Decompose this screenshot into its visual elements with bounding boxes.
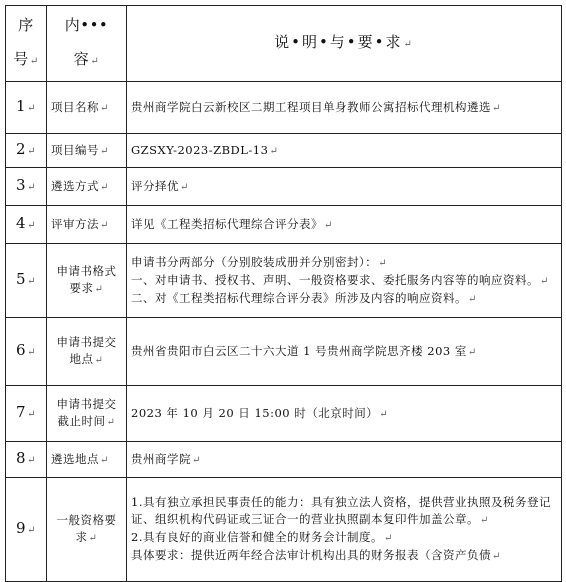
row-label-cell: [47, 168, 127, 206]
paragraph-mark: ↵: [192, 454, 201, 466]
row-desc-cell: [127, 244, 562, 318]
paragraph-mark: ↵: [27, 455, 36, 466]
row-number-cell: [6, 318, 47, 386]
table-row: [6, 168, 562, 206]
table-row: [6, 206, 562, 244]
row-label: 申请书提交截止时间: [56, 397, 117, 428]
row-desc-cell: [127, 206, 562, 244]
row-number-cell: [6, 244, 47, 318]
row-label: 项目编号: [51, 142, 99, 157]
header-item-line1: 内•••: [64, 16, 109, 34]
paragraph-mark: ↵: [27, 525, 36, 536]
row-desc-cell: [127, 134, 562, 168]
paragraph-mark: ↵: [492, 551, 501, 562]
row-label: 评审方法: [51, 216, 99, 231]
table-row: [6, 134, 562, 168]
row-number: 2: [16, 140, 27, 158]
table-row: [6, 386, 562, 442]
row-number: 7: [16, 403, 27, 421]
row-desc-line: 2023 年 10 月 20 日 15:00 时（北京时间）↵: [131, 405, 389, 420]
row-desc-line: 评分择优↵: [131, 178, 189, 193]
row-desc-line: 一、对申请书、授权书、声明、一般资格要求、委托服务内容等的响应资料。↵: [131, 272, 549, 287]
row-label: 申请书提交地点: [56, 335, 117, 366]
row-label-cell: [47, 386, 127, 442]
paragraph-mark: ↵: [27, 182, 36, 193]
row-label: 申请书格式要求: [56, 264, 117, 295]
row-label-cell: [47, 244, 127, 318]
paragraph-mark: ↵: [27, 220, 36, 231]
table-row: [6, 318, 562, 386]
header-desc-cell: [127, 6, 562, 82]
table-row: [6, 244, 562, 318]
header-seq-line1: 序: [18, 16, 34, 34]
row-number: 5: [16, 270, 27, 288]
row-number: 9: [16, 519, 27, 537]
row-desc-line: 2.具有良好的商业信誉和健全的财务会计制度。↵: [131, 530, 393, 544]
paragraph-mark: ↵: [100, 219, 109, 231]
row-number: 3: [16, 176, 27, 194]
row-desc-line: 贵州商学院↵: [131, 451, 201, 466]
paragraph-mark: ↵: [467, 346, 477, 358]
paragraph-mark: ↵: [269, 145, 279, 157]
row-desc-cell: [127, 168, 562, 206]
row-label-cell: [47, 318, 127, 386]
row-number: 4: [16, 214, 27, 232]
paragraph-mark: ↵: [100, 181, 109, 193]
paragraph-mark: ↵: [27, 409, 36, 420]
header-item-line2: 容: [73, 50, 90, 68]
table-row: [6, 442, 562, 478]
row-desc-line: 贵州商学院白云新校区二期工程项目单身教师公寓招标代理机构遴选↵: [131, 99, 501, 114]
row-number: 6: [16, 341, 27, 359]
row-label-cell: [47, 82, 127, 134]
paragraph-mark: ↵: [90, 56, 100, 67]
row-desc-cell: [127, 318, 562, 386]
row-label: 遴选地点: [51, 451, 99, 466]
paragraph-mark: ↵: [100, 454, 109, 466]
paragraph-mark: ↵: [106, 417, 116, 428]
paragraph-mark: ↵: [180, 181, 189, 193]
paragraph-mark: ↵: [379, 408, 389, 420]
row-number-cell: [6, 134, 47, 168]
paragraph-mark: ↵: [324, 219, 333, 231]
row-label: 一般资格要求: [56, 513, 117, 544]
row-number: 8: [16, 449, 27, 467]
table-header-row: [6, 6, 562, 82]
paragraph-mark: ↵: [94, 284, 104, 295]
paragraph-mark: ↵: [383, 533, 393, 544]
paragraph-mark: ↵: [492, 102, 501, 114]
paragraph-mark: ↵: [27, 347, 36, 358]
paragraph-mark: ↵: [378, 257, 388, 269]
table-row: [6, 82, 562, 134]
row-number-cell: [6, 442, 47, 478]
row-number-cell: [6, 82, 47, 134]
row-desc-cell: [127, 442, 562, 478]
row-desc-line: GZSXY-2023-ZBDL-13↵: [131, 142, 279, 157]
row-desc-line: 1.具有独立承担民事责任的能力：具有独立法人资格，提供营业执照及税务登记证、组织机构代码证或三证合一的营业执照副本复印件加盖公章。↵: [131, 495, 551, 526]
paragraph-mark: ↵: [88, 533, 98, 544]
requirements-table: [5, 5, 562, 582]
row-label-cell: [47, 442, 127, 478]
header-seq-cell: [6, 6, 47, 82]
paragraph-mark: ↵: [27, 146, 36, 157]
row-desc-cell: [127, 82, 562, 134]
row-desc-line: 贵州省贵阳市白云区二十六大道 1 号贵州商学院思齐楼 203 室↵: [131, 343, 477, 358]
paragraph-mark: ↵: [100, 145, 109, 157]
header-seq-line2: 号: [13, 50, 29, 68]
paragraph-mark: ↵: [540, 275, 549, 287]
row-number-cell: [6, 206, 47, 244]
paragraph-mark: ↵: [29, 56, 39, 67]
row-desc-line: 具体要求：提供近两年经合法审计机构出具的财务报表（含资产负债↵: [131, 548, 501, 562]
row-number: 1: [16, 97, 27, 115]
header-item-cell: [47, 6, 127, 82]
paragraph-mark: ↵: [94, 355, 104, 366]
paragraph-mark: ↵: [480, 515, 489, 526]
paragraph-mark: ↵: [27, 103, 36, 114]
row-desc-line: 二、对《工程类招标代理综合评分表》所涉及内容的响应资料。↵: [131, 290, 477, 305]
row-label: 项目名称: [51, 99, 99, 114]
row-desc-line: 申请书分两部分（分别胶装成册并分别密封）：↵: [131, 254, 388, 269]
paragraph-mark: ↵: [100, 102, 109, 114]
paragraph-mark: ↵: [403, 39, 414, 50]
row-desc-cell: [127, 386, 562, 442]
table-body: [6, 82, 562, 582]
row-desc-line: 详见《工程类招标代理综合评分表》↵: [131, 216, 333, 231]
paragraph-mark: ↵: [27, 276, 36, 287]
row-number-cell: [6, 168, 47, 206]
header-desc: 说•明•与•要•求: [274, 33, 403, 51]
row-label-cell: [47, 206, 127, 244]
row-number-cell: [6, 386, 47, 442]
paragraph-mark: ↵: [468, 293, 477, 305]
row-label: 遴选方式: [51, 178, 99, 193]
row-label-cell: [47, 134, 127, 168]
